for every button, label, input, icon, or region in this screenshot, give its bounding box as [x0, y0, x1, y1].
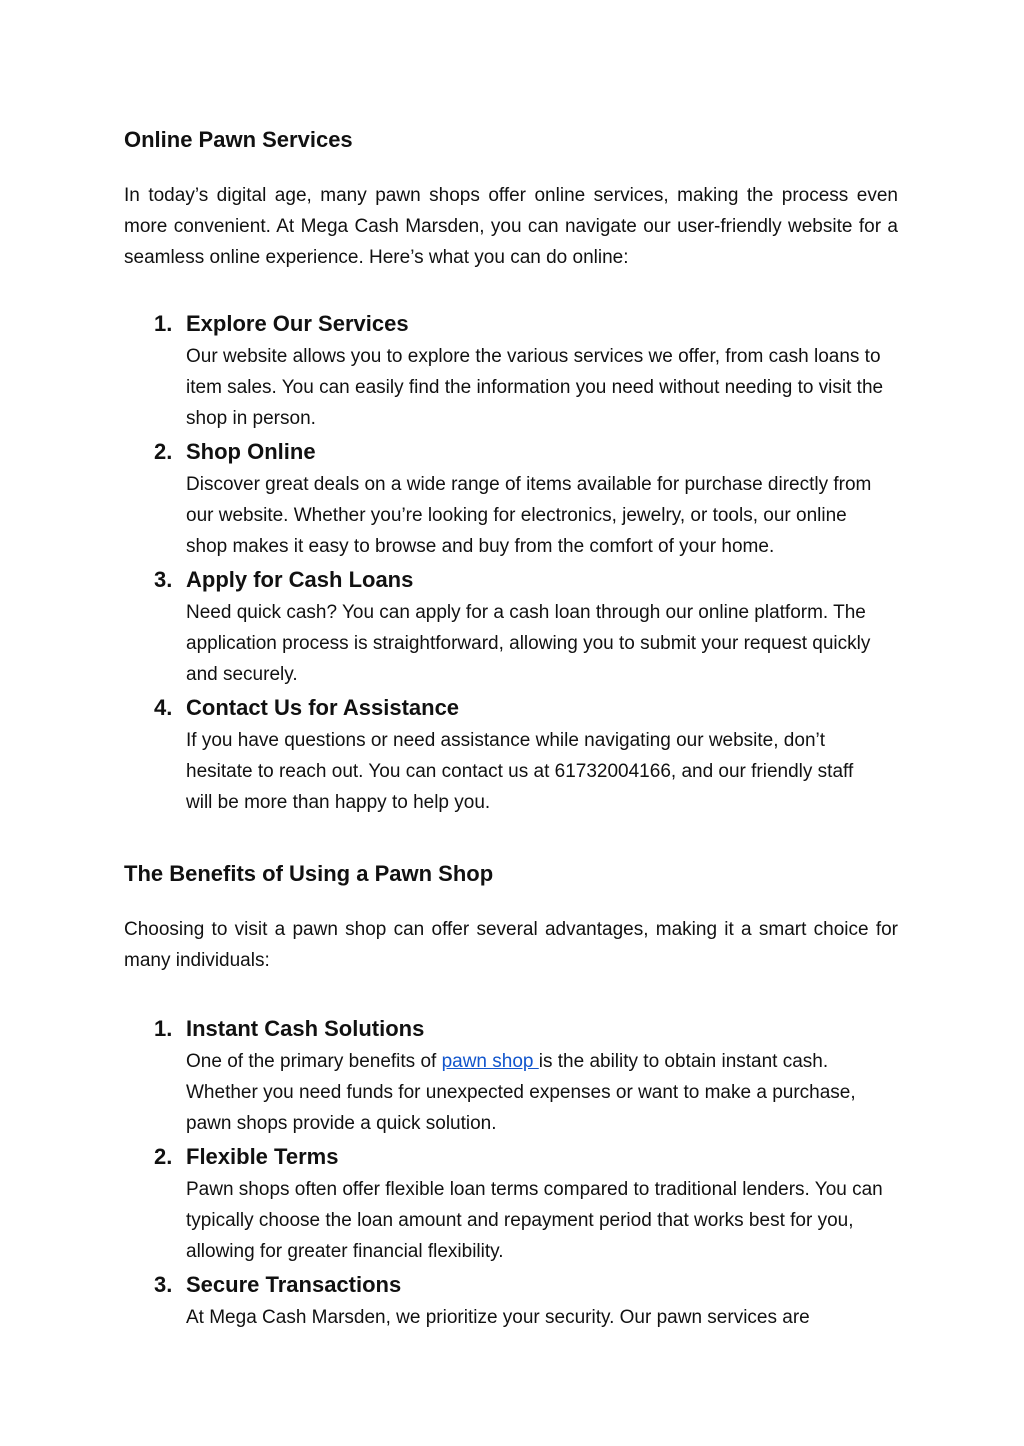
item-description: Pawn shops often offer flexible loan terms compared to traditional lenders. You can typically choose the loan amount and repayment period that works best for you, allowing for greater financial flexibility.	[186, 1179, 883, 1262]
section-title-online-pawn-services: Online Pawn Services	[124, 127, 353, 152]
item-title: Contact Us for Assistance	[186, 695, 460, 720]
item-description: At Mega Cash Marsden, we prioritize your security. Our pawn services are	[186, 1307, 810, 1328]
item-title: Flexible Terms	[186, 1144, 339, 1169]
list-item	[124, 1270, 898, 1333]
item-title: Explore Our Services	[186, 311, 409, 336]
item-number: 1.	[154, 311, 173, 336]
item-title: Instant Cash Solutions	[186, 1016, 425, 1041]
item-description-end: is the ability to obtain instant cash. Whether you need funds for unexpected expenses or want to make a purchase, pawn shops provide a quick solution.	[186, 1051, 856, 1134]
list-item	[124, 565, 898, 690]
benefits-list	[124, 1014, 898, 1333]
item-number: 4.	[154, 695, 173, 720]
list-item	[124, 1142, 898, 1267]
item-description: Need quick cash? You can apply for a cash loan through our online platform. The application process is straightforward, allowing you to submit your request quickly and securely.	[186, 602, 871, 685]
item-number: 3.	[154, 567, 173, 592]
item-title: Shop Online	[186, 439, 316, 464]
list-item	[124, 437, 898, 562]
item-description	[186, 1046, 898, 1139]
list-item	[124, 1014, 898, 1139]
item-number: 1.	[154, 1016, 173, 1041]
item-number: 2.	[154, 1144, 173, 1169]
list-item	[124, 309, 898, 434]
list-item	[124, 693, 898, 818]
item-title: Secure Transactions	[186, 1272, 402, 1297]
section-intro-paragraph: Choosing to visit a pawn shop can offer several advantages, making it a smart choice for many individuals:	[124, 919, 898, 971]
item-number: 2.	[154, 439, 173, 464]
item-number: 3.	[154, 1272, 173, 1297]
section-intro-paragraph: In today’s digital age, many pawn shops offer online services, making the process even more convenient. At Mega Cash Marsden, you can navigate our user-friendly website for a seamless online experience. Here’s what you can do online:	[124, 185, 898, 268]
item-description: Discover great deals on a wide range of items available for purchase directly from our website. Whether you’re looking for electronics, jewelry, or tools, our online shop makes it easy to browse and buy from the comfort of your home.	[186, 474, 872, 557]
item-description: Our website allows you to explore the various services we offer, from cash loans to item sales. You can easily find the information you need without needing to visit the shop in person.	[186, 346, 884, 429]
pawn-shop-link[interactable]: pawn shop	[441, 1051, 539, 1072]
item-title: Apply for Cash Loans	[186, 567, 414, 592]
online-services-list	[124, 309, 898, 818]
item-description: If you have questions or need assistance while navigating our website, don’t hesitate to reach out. You can contact us at 61732004166, and our friendly staff will be more than happy to help you.	[186, 730, 854, 813]
section-title-benefits: The Benefits of Using a Pawn Shop	[124, 861, 494, 886]
item-description-start: One of the primary benefits of	[186, 1051, 442, 1072]
